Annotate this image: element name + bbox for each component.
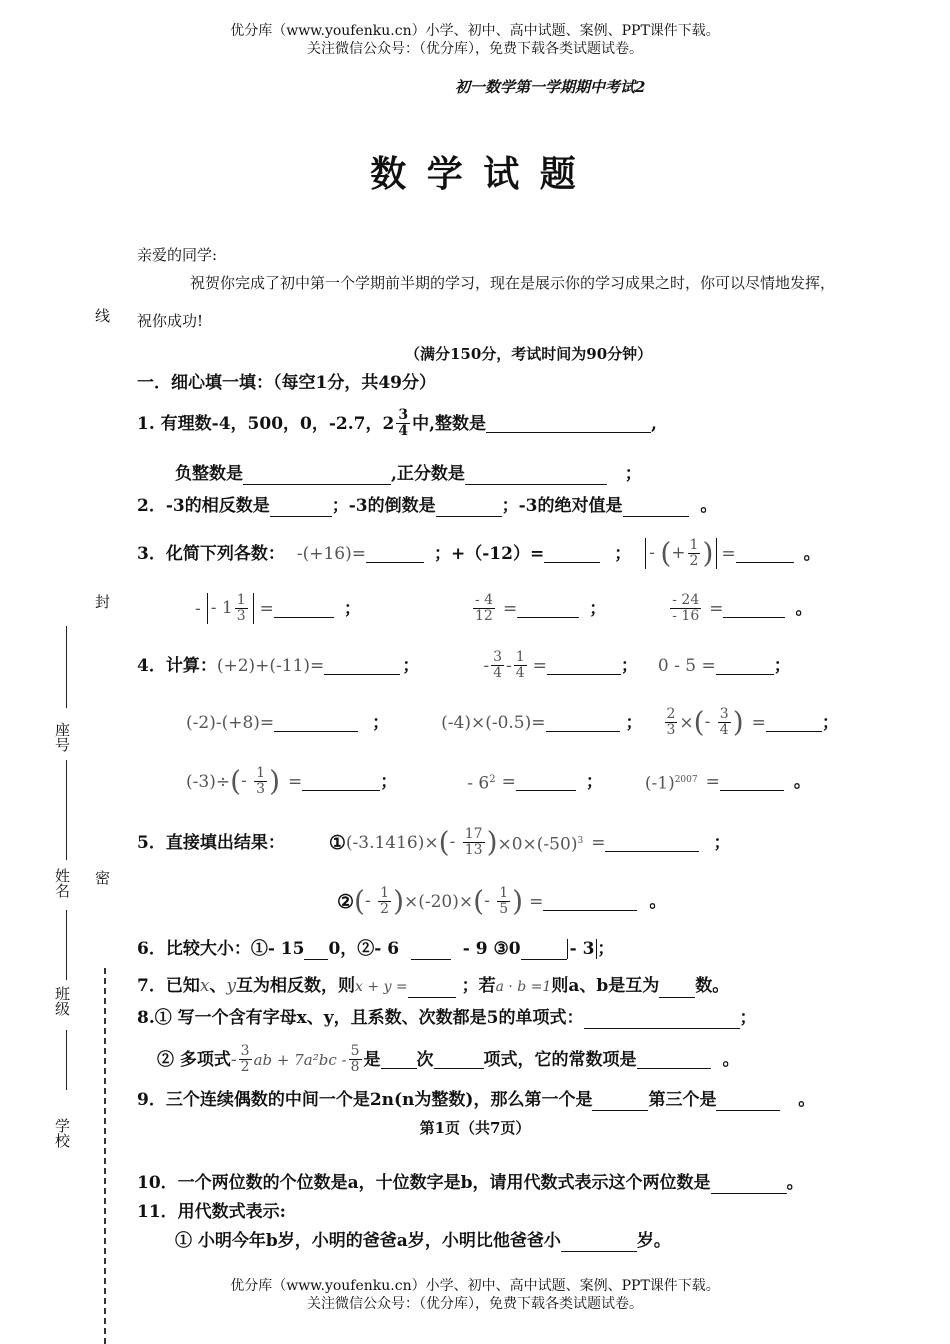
footer-line-2: 关注微信公众号：（优分库），免费下载各类试题试卷。 (307, 1296, 643, 1312)
name-line (66, 760, 67, 860)
q4-answer-blank-6[interactable] (766, 713, 822, 732)
q3-abs-value-2: - 1 $\frac{1}{3}$ (207, 593, 254, 624)
q3-answer-blank-2[interactable] (544, 544, 600, 563)
question-8-row-2: ② 多项式 - $\frac{3}{2}$ ab + 7a²bc - $\frac{5}{8}$ 是 次 项式，它的常数项是 。 (157, 1043, 740, 1075)
q3-abs-value: - (+ $\frac{1}{2}$ ) (645, 538, 717, 569)
margin-label-class: 班级 (53, 986, 71, 1016)
q5-answer-blank-1[interactable] (605, 833, 699, 852)
question-5-row-2: ② (- $\frac{1}{2}$ ) ×(-20)× (- $\frac{1}{5}$ ) = 。 (337, 884, 667, 918)
q4-answer-blank-9[interactable] (720, 772, 784, 791)
question-3: 3．化简下列各数： -(+16)= ；+（-12）= ； - (+ $\frac{1}{2}$ ) = 。 (137, 536, 821, 570)
q1-suffix: 中,整数是 (412, 413, 486, 434)
question-1: 1. 有理数-4，500，0，-2.7，2 $\frac{3}{4}$ 中,整数是 , (137, 407, 657, 439)
q4-answer-blank-1[interactable] (324, 656, 400, 675)
header-line-1: 优分库（www.youfenku.cn）小学、初中、高中试题、案例、PPT课件下载。 (230, 23, 720, 39)
q3-answer-blank-5[interactable] (517, 599, 579, 618)
q1-answer-blank-3[interactable] (465, 466, 607, 485)
q5-answer-blank-2[interactable] (543, 892, 637, 911)
q1-fraction: $\frac{3}{4}$ (398, 407, 409, 439)
intro-line-1: 祝贺你完成了初中第一个学期前半期的学习，现在是展示你的学习成果之时，你可以尽情地发挥， (190, 274, 836, 292)
margin-label-name: 姓名 (53, 868, 71, 898)
q4-answer-blank-3[interactable] (716, 656, 774, 675)
q7-answer-blank-2[interactable] (659, 979, 695, 998)
footer-line-1: 优分库（www.youfenku.cn）小学、初中、高中试题、案例、PPT课件下载。 (230, 1278, 720, 1294)
q4-answer-blank-2[interactable] (547, 656, 621, 675)
q11-answer-blank[interactable] (561, 1233, 637, 1252)
margin-label-feng: 封 (93, 594, 111, 609)
margin-label-school: 学校 (53, 1118, 71, 1148)
q8-answer-blank-2[interactable] (381, 1050, 417, 1069)
q6-answer-blank-1[interactable] (304, 941, 328, 960)
intro-line-2: 祝你成功! (137, 312, 204, 330)
question-11: 11．用代数式表示: (137, 1202, 286, 1222)
q3-fraction-2: $\frac{- 4}{12}$ (474, 592, 493, 624)
margin-label-mi: 密 (93, 870, 111, 885)
q3-answer-blank-4[interactable] (274, 599, 334, 618)
question-4-row-3: (-3)÷ (- $\frac{1}{3}$ ) = ； - $6^2$ = ； $(-1)^{2007}$ = 。 (186, 764, 811, 798)
q4-answer-blank-8[interactable] (516, 772, 576, 791)
q7-answer-blank-1[interactable] (408, 979, 456, 998)
exam-info: （满分150分，考试时间为90分钟） (405, 345, 653, 363)
q3-answer-blank-6[interactable] (723, 599, 785, 618)
q9-answer-blank-2[interactable] (716, 1092, 780, 1111)
page-title: 数 学 试 题 (370, 153, 580, 195)
q3-answer-blank-3[interactable] (736, 544, 794, 563)
q4-answer-blank-7[interactable] (302, 772, 380, 791)
question-4: 4．计算： (+2)+(-11)= ； - $\frac{3}{4}$ - $\frac{1}{4}$ = ； 0 - 5 = ； (137, 649, 791, 681)
margin-label-xian: 线 (93, 308, 111, 323)
q2-answer-blank-2[interactable] (436, 498, 502, 517)
question-11-part-1: ① 小明今年b岁，小明的爸爸a岁，小明比他爸爸小 岁。 (175, 1231, 671, 1251)
page-number: 第1页（共7页） (419, 1119, 531, 1137)
seat-line (66, 626, 67, 708)
q2-answer-blank-1[interactable] (270, 498, 332, 517)
question-2: 2．-3的相反数是 ；-3的倒数是 ；-3的绝对值是 。 (137, 496, 718, 516)
q6-answer-blank-3[interactable] (521, 941, 567, 960)
q1-answer-blank-2[interactable] (243, 466, 391, 485)
q3-fraction-3: $\frac{- 24}{- 16}$ (672, 592, 700, 624)
q4-answer-blank-4[interactable] (274, 713, 358, 732)
section-1-heading: 一．细心填一填：（每空1分，共49分） (137, 373, 436, 393)
question-8: 8.① 写一个含有字母x、y，且系数、次数都是5的单项式： ； (137, 1008, 757, 1028)
question-9: 9．三个连续偶数的中间一个是2n(n为整数)，那么第一个是 第三个是 。 (137, 1090, 816, 1110)
q8-answer-blank-3[interactable] (434, 1050, 484, 1069)
question-10: 10．一个两位数的个位数是a，十位数字是b，请用代数式表示这个两位数是 。 (137, 1173, 804, 1193)
question-3-row-2: - - 1 $\frac{1}{3}$ = ； $\frac{- 4}{12}$ = ； $\frac{- 24}{- 16}$ = 。 (195, 592, 813, 624)
q8-answer-blank-1[interactable] (584, 1010, 740, 1029)
q4-answer-blank-5[interactable] (546, 713, 620, 732)
question-1-line-2: 负整数是 ,正分数是 ； (175, 464, 642, 484)
header-line-2: 关注微信公众号：（优分库），免费下载各类试题试卷。 (307, 41, 643, 57)
question-6: 6．比较大小：①- 15 0，②- 6 - 9 ③0 - 3 ； (137, 939, 615, 959)
greeting: 亲爱的同学: (137, 246, 218, 264)
q10-answer-blank[interactable] (711, 1175, 787, 1194)
q1-answer-blank-1[interactable] (486, 414, 651, 433)
q6-answer-blank-2[interactable] (411, 941, 451, 960)
class-line (66, 910, 67, 980)
question-5: 5．直接填出结果： ① (-3.1416)× (- $\frac{17}{13}$ ) $\times 0\times(-50)^3$ = ； (137, 825, 731, 859)
q1-text: 1. 有理数-4，500，0，-2.7，2 (137, 413, 395, 434)
exam-subtitle: 初一数学第一学期期中考试2 (455, 78, 646, 96)
school-line (66, 1030, 67, 1090)
q8-answer-blank-4[interactable] (637, 1050, 711, 1069)
q2-answer-blank-3[interactable] (623, 498, 689, 517)
q3-answer-blank-1[interactable] (366, 544, 424, 563)
question-7: 7．已知x、y互为相反数，则x + y = ；若a · b =1则a、b是互为 数。 (137, 976, 730, 996)
question-4-row-2: (-2)-(+8)= ； (-4)×(-0.5)= ； $\frac{2}{3}$ × (- $\frac{3}{4}$ ) = ； (186, 705, 839, 739)
margin-label-seat: 座号 (53, 722, 71, 752)
q9-answer-blank-1[interactable] (592, 1092, 648, 1111)
